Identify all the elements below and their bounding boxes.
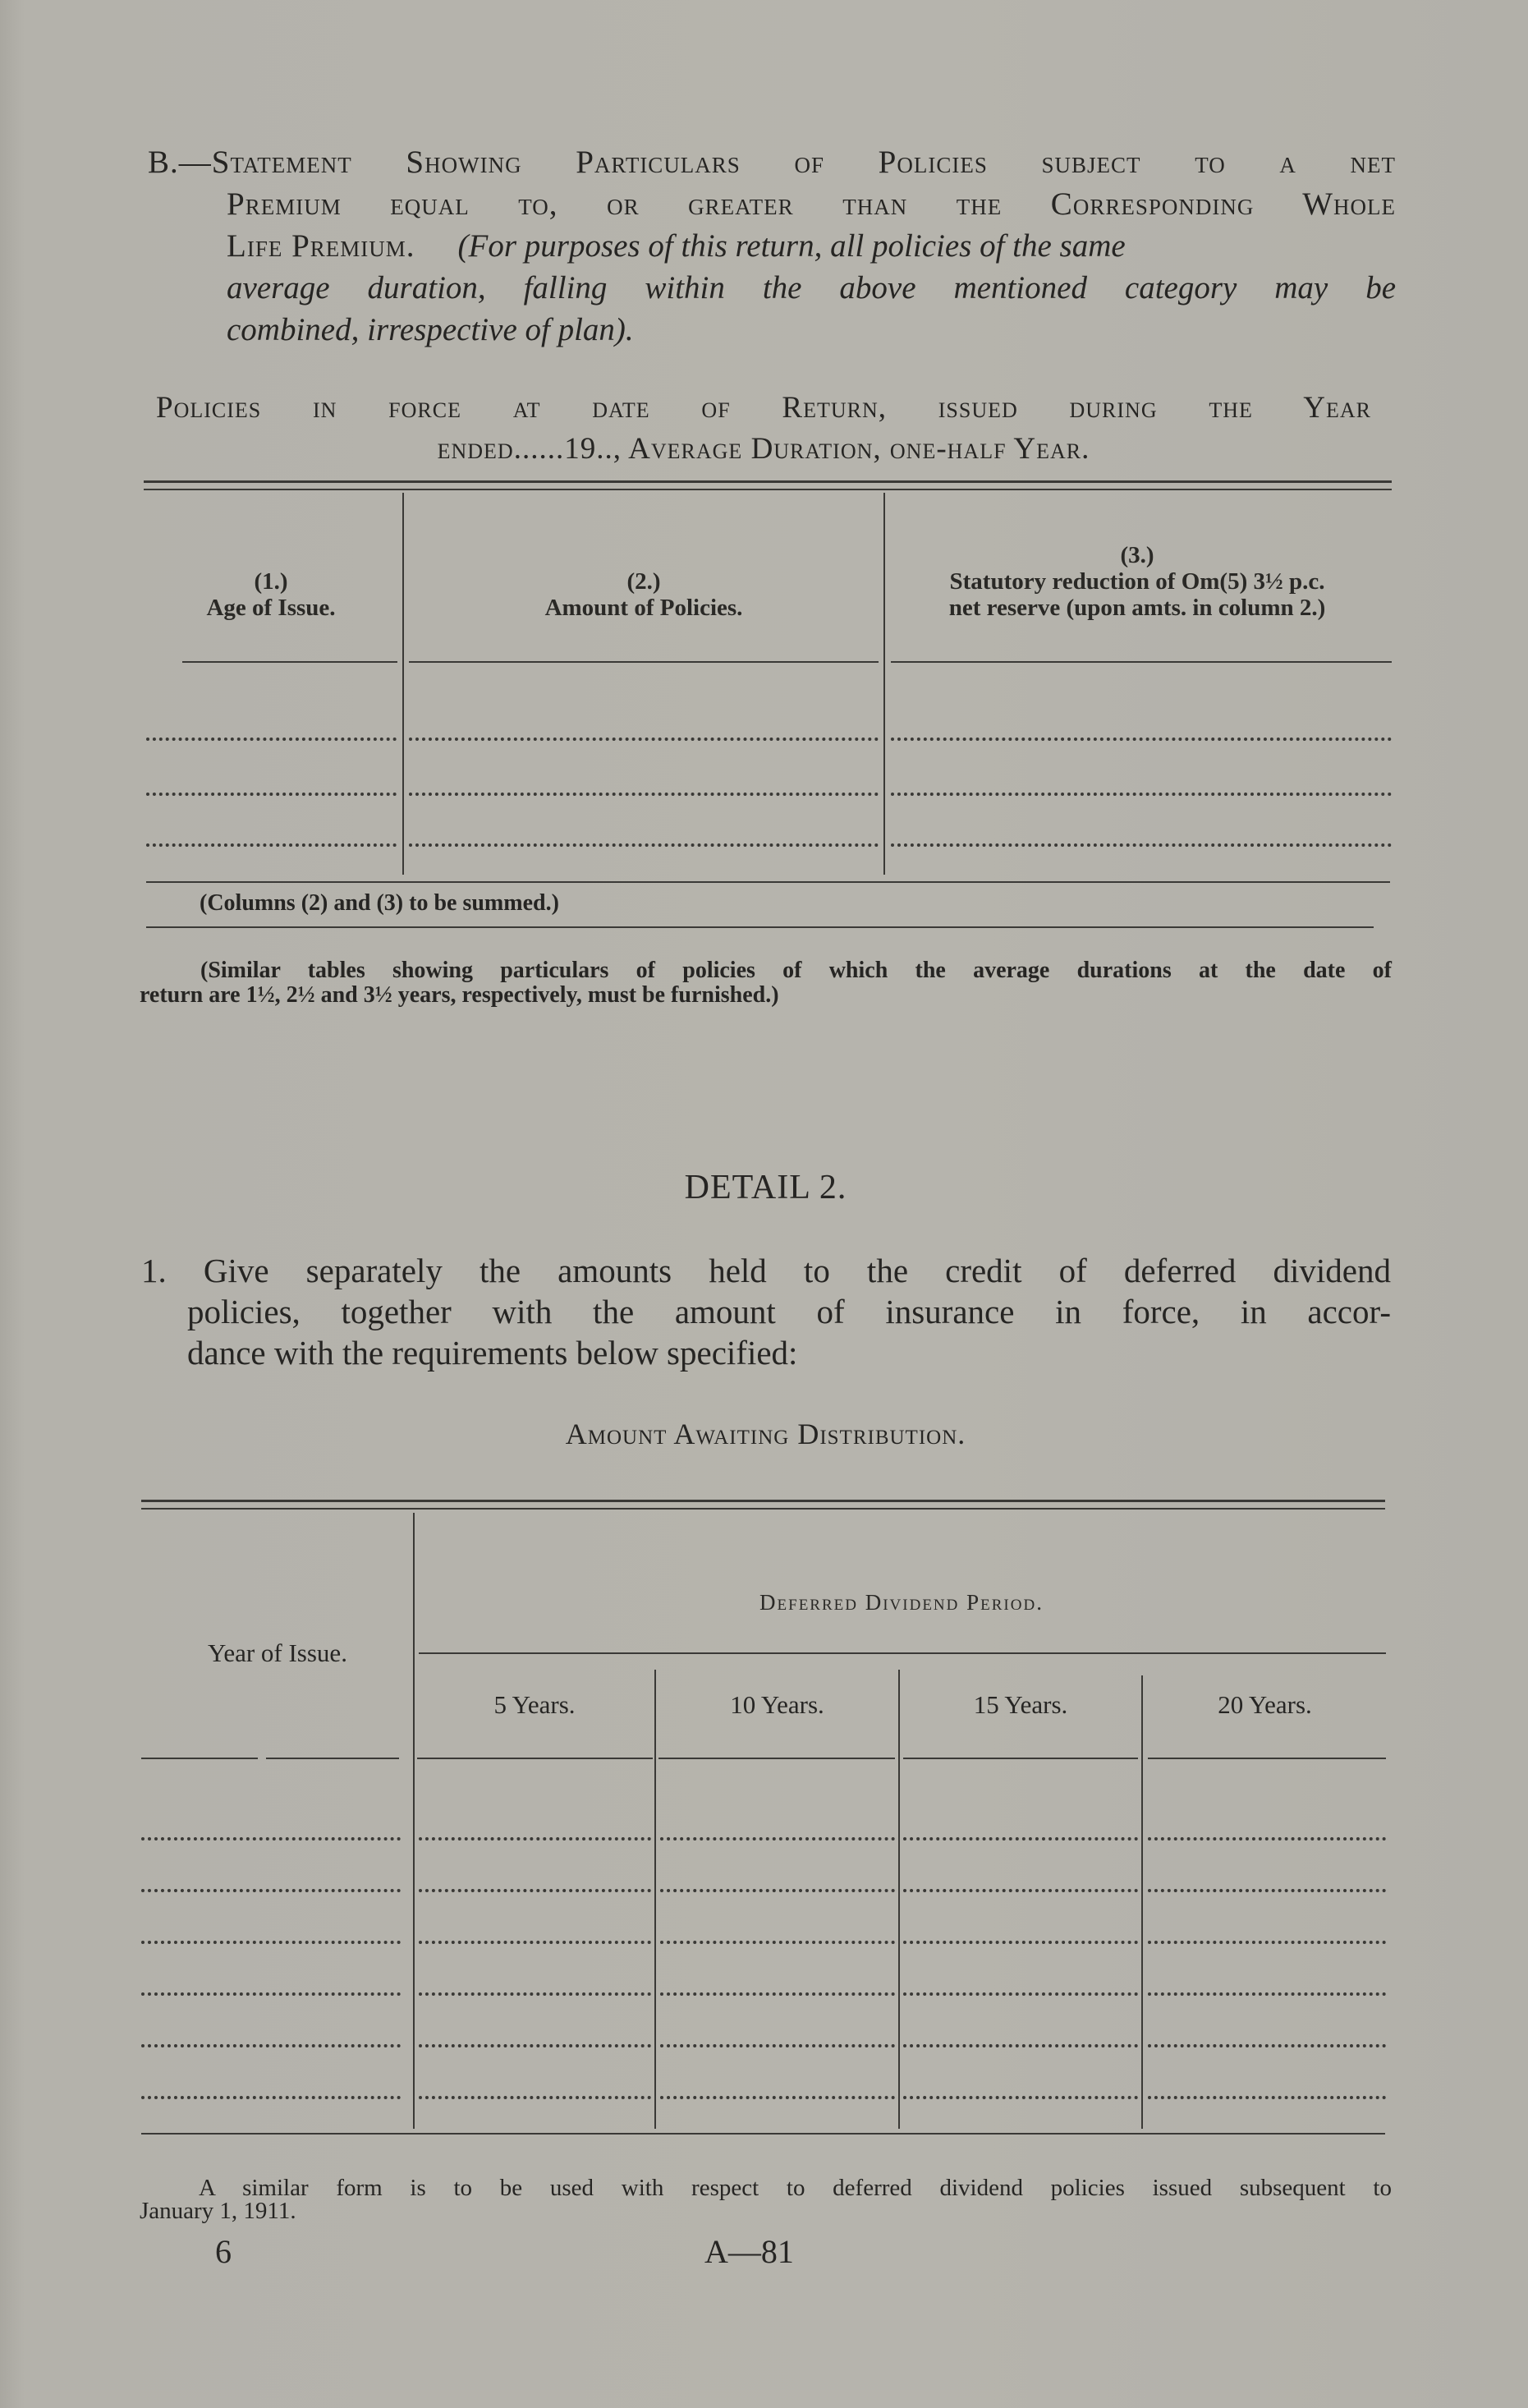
table1-cell-amount <box>409 843 879 847</box>
table1-cell-reduction <box>891 843 1392 847</box>
table1-col1-header <box>148 568 394 621</box>
table2-cell-5y <box>419 1837 651 1840</box>
table2-cell-year <box>141 1837 401 1840</box>
table2-cell-10y <box>660 1941 895 1944</box>
period-15-years-header: 15 Years. <box>973 1690 1068 1719</box>
table2-cell-20y <box>1148 1889 1386 1892</box>
table1-cell-amount <box>409 738 879 741</box>
table2-cell-5y <box>419 1941 651 1944</box>
item1-line-3: dance with the requirements below specified: <box>187 1334 798 1372</box>
table2-cell-20y <box>1148 1837 1386 1840</box>
intro-line-3-a: Life Premium. <box>227 228 415 264</box>
year-of-issue-header: Year of Issue. <box>208 1638 347 1667</box>
table1-top-rule <box>144 480 1392 483</box>
table1-cell-reduction <box>891 793 1392 796</box>
table1-bottom-rule <box>146 881 1390 883</box>
table2-cell-15y <box>903 2044 1138 2047</box>
table2-cell-20y <box>1148 2096 1386 2099</box>
table1-top-rule-2 <box>144 489 1392 490</box>
table1-cell-age <box>146 793 397 796</box>
table2-cell-15y <box>903 1889 1138 1892</box>
table2-cell-20y <box>1148 1941 1386 1944</box>
table2-header-rule-c <box>417 1758 653 1759</box>
table1-col3-header <box>887 542 1388 621</box>
similar-note-line-2: return are 1½, 2½ and 3½ years, respectively, must be furnished.) <box>140 982 779 1008</box>
table2-cell-5y <box>419 2044 651 2047</box>
detail2-heading: DETAIL 2. <box>684 1169 847 1206</box>
table2-header-rule-b <box>266 1758 399 1759</box>
table2-cell-10y <box>660 1992 895 1996</box>
detail2-subtitle: Amount Awaiting Distribution. <box>565 1418 966 1450</box>
footer-note-line-1: A similar form is to be used with respect to deferred dividend policies issued subsequent to <box>199 2175 1392 2201</box>
col3-number: (3.) <box>1120 542 1154 568</box>
table2-cell-10y <box>660 2096 895 2099</box>
table1-note-rule <box>146 926 1374 928</box>
table1-cell-age <box>146 843 397 847</box>
col3-line-1: Statutory reduction of Om(5) 3½ p.c. <box>949 568 1325 595</box>
table2-cell-10y <box>660 1837 895 1840</box>
table2-cell-5y <box>419 2096 651 2099</box>
table1-header-rule-2 <box>409 661 879 663</box>
table2-period-divider-2 <box>898 1670 900 2129</box>
table2-period-divider-1 <box>654 1670 656 2129</box>
intro-line-3 <box>148 225 1396 267</box>
table1-cell-reduction <box>891 738 1392 741</box>
table2-header-rule-a <box>141 1758 258 1759</box>
table2-period-divider-3 <box>1141 1675 1143 2129</box>
col2-label: Amount of Policies. <box>544 595 743 621</box>
table2-top-rule <box>141 1500 1385 1502</box>
table1-summed-note: (Columns (2) and (3) to be summed.) <box>200 890 559 916</box>
similar-note-line-1: (Similar tables showing particulars of policies of which the average durations at the date of <box>200 958 1392 983</box>
table2-header-rule-e <box>903 1758 1138 1759</box>
form-code: A—81 <box>704 2233 794 2270</box>
period-10-years-header: 10 Years. <box>730 1690 824 1719</box>
table2-year-divider <box>413 1513 415 2129</box>
table2-cell-10y <box>660 2044 895 2047</box>
table1-subtitle-line-2: ended......19.., Average Duration, one-half Year. <box>437 432 1090 466</box>
table2-cell-5y <box>419 1889 651 1892</box>
table2-cell-year <box>141 1992 401 1996</box>
table2-period-rule <box>419 1652 1386 1654</box>
detail2-item-1 <box>141 1250 1391 1373</box>
table1-col-divider-2 <box>883 493 885 875</box>
table1-header-rule-3 <box>891 661 1392 663</box>
table2-bottom-rule <box>141 2133 1385 2135</box>
table1-subtitle-line-1: Policies in force at date of Return, issued during the Year <box>156 391 1371 425</box>
table1-subtitle <box>140 388 1388 470</box>
period-5-years-header: 5 Years. <box>493 1690 576 1719</box>
table1-header-rule-1 <box>182 661 397 663</box>
table2-header-rule-f <box>1148 1758 1386 1759</box>
intro-line-4: average duration, falling within the above mentioned category may be <box>227 270 1396 306</box>
table1-col2-header <box>406 568 881 621</box>
footer-note-line-2: January 1, 1911. <box>140 2198 296 2224</box>
item1-line-2: policies, together with the amount of insurance in force, in accor- <box>187 1293 1391 1330</box>
table2-cell-20y <box>1148 2044 1386 2047</box>
table2-cell-year <box>141 2096 401 2099</box>
page-number: 6 <box>215 2233 232 2270</box>
item1-line-1: 1. Give separately the amounts held to the credit of deferred dividend <box>141 1252 1391 1289</box>
table2-cell-15y <box>903 1992 1138 1996</box>
table2-cell-15y <box>903 1941 1138 1944</box>
section-b-intro <box>148 141 1396 351</box>
table2-cell-10y <box>660 1889 895 1892</box>
table2-top-rule-2 <box>141 1508 1385 1510</box>
col1-number: (1.) <box>254 568 288 595</box>
intro-line-5: combined, irrespective of plan). <box>227 312 634 347</box>
table1-cell-age <box>146 738 397 741</box>
intro-line-1: B.—Statement Showing Particulars of Policies subject to a net <box>148 145 1396 180</box>
similar-tables-note <box>140 958 1392 1008</box>
table2-cell-year <box>141 1889 401 1892</box>
period-20-years-header: 20 Years. <box>1218 1690 1312 1719</box>
table2-cell-5y <box>419 1992 651 1996</box>
intro-line-2: Premium equal to, or greater than the Corresponding Whole <box>227 186 1396 222</box>
table2-cell-15y <box>903 1837 1138 1840</box>
col2-number: (2.) <box>626 568 661 595</box>
footer-note <box>140 2176 1392 2222</box>
table2-cell-year <box>141 2044 401 2047</box>
intro-line-3-b: (For purposes of this return, all policies of the same <box>457 228 1126 264</box>
table2-cell-20y <box>1148 1992 1386 1996</box>
table1-col-divider-1 <box>402 493 404 875</box>
deferred-period-header: Deferred Dividend Period. <box>759 1590 1044 1615</box>
table1-cell-amount <box>409 793 879 796</box>
col3-line-2: net reserve (upon amts. in column 2.) <box>948 595 1326 621</box>
table2-header-rule-d <box>658 1758 895 1759</box>
col1-label: Age of Issue. <box>206 595 336 621</box>
table2-cell-15y <box>903 2096 1138 2099</box>
table2-cell-year <box>141 1941 401 1944</box>
